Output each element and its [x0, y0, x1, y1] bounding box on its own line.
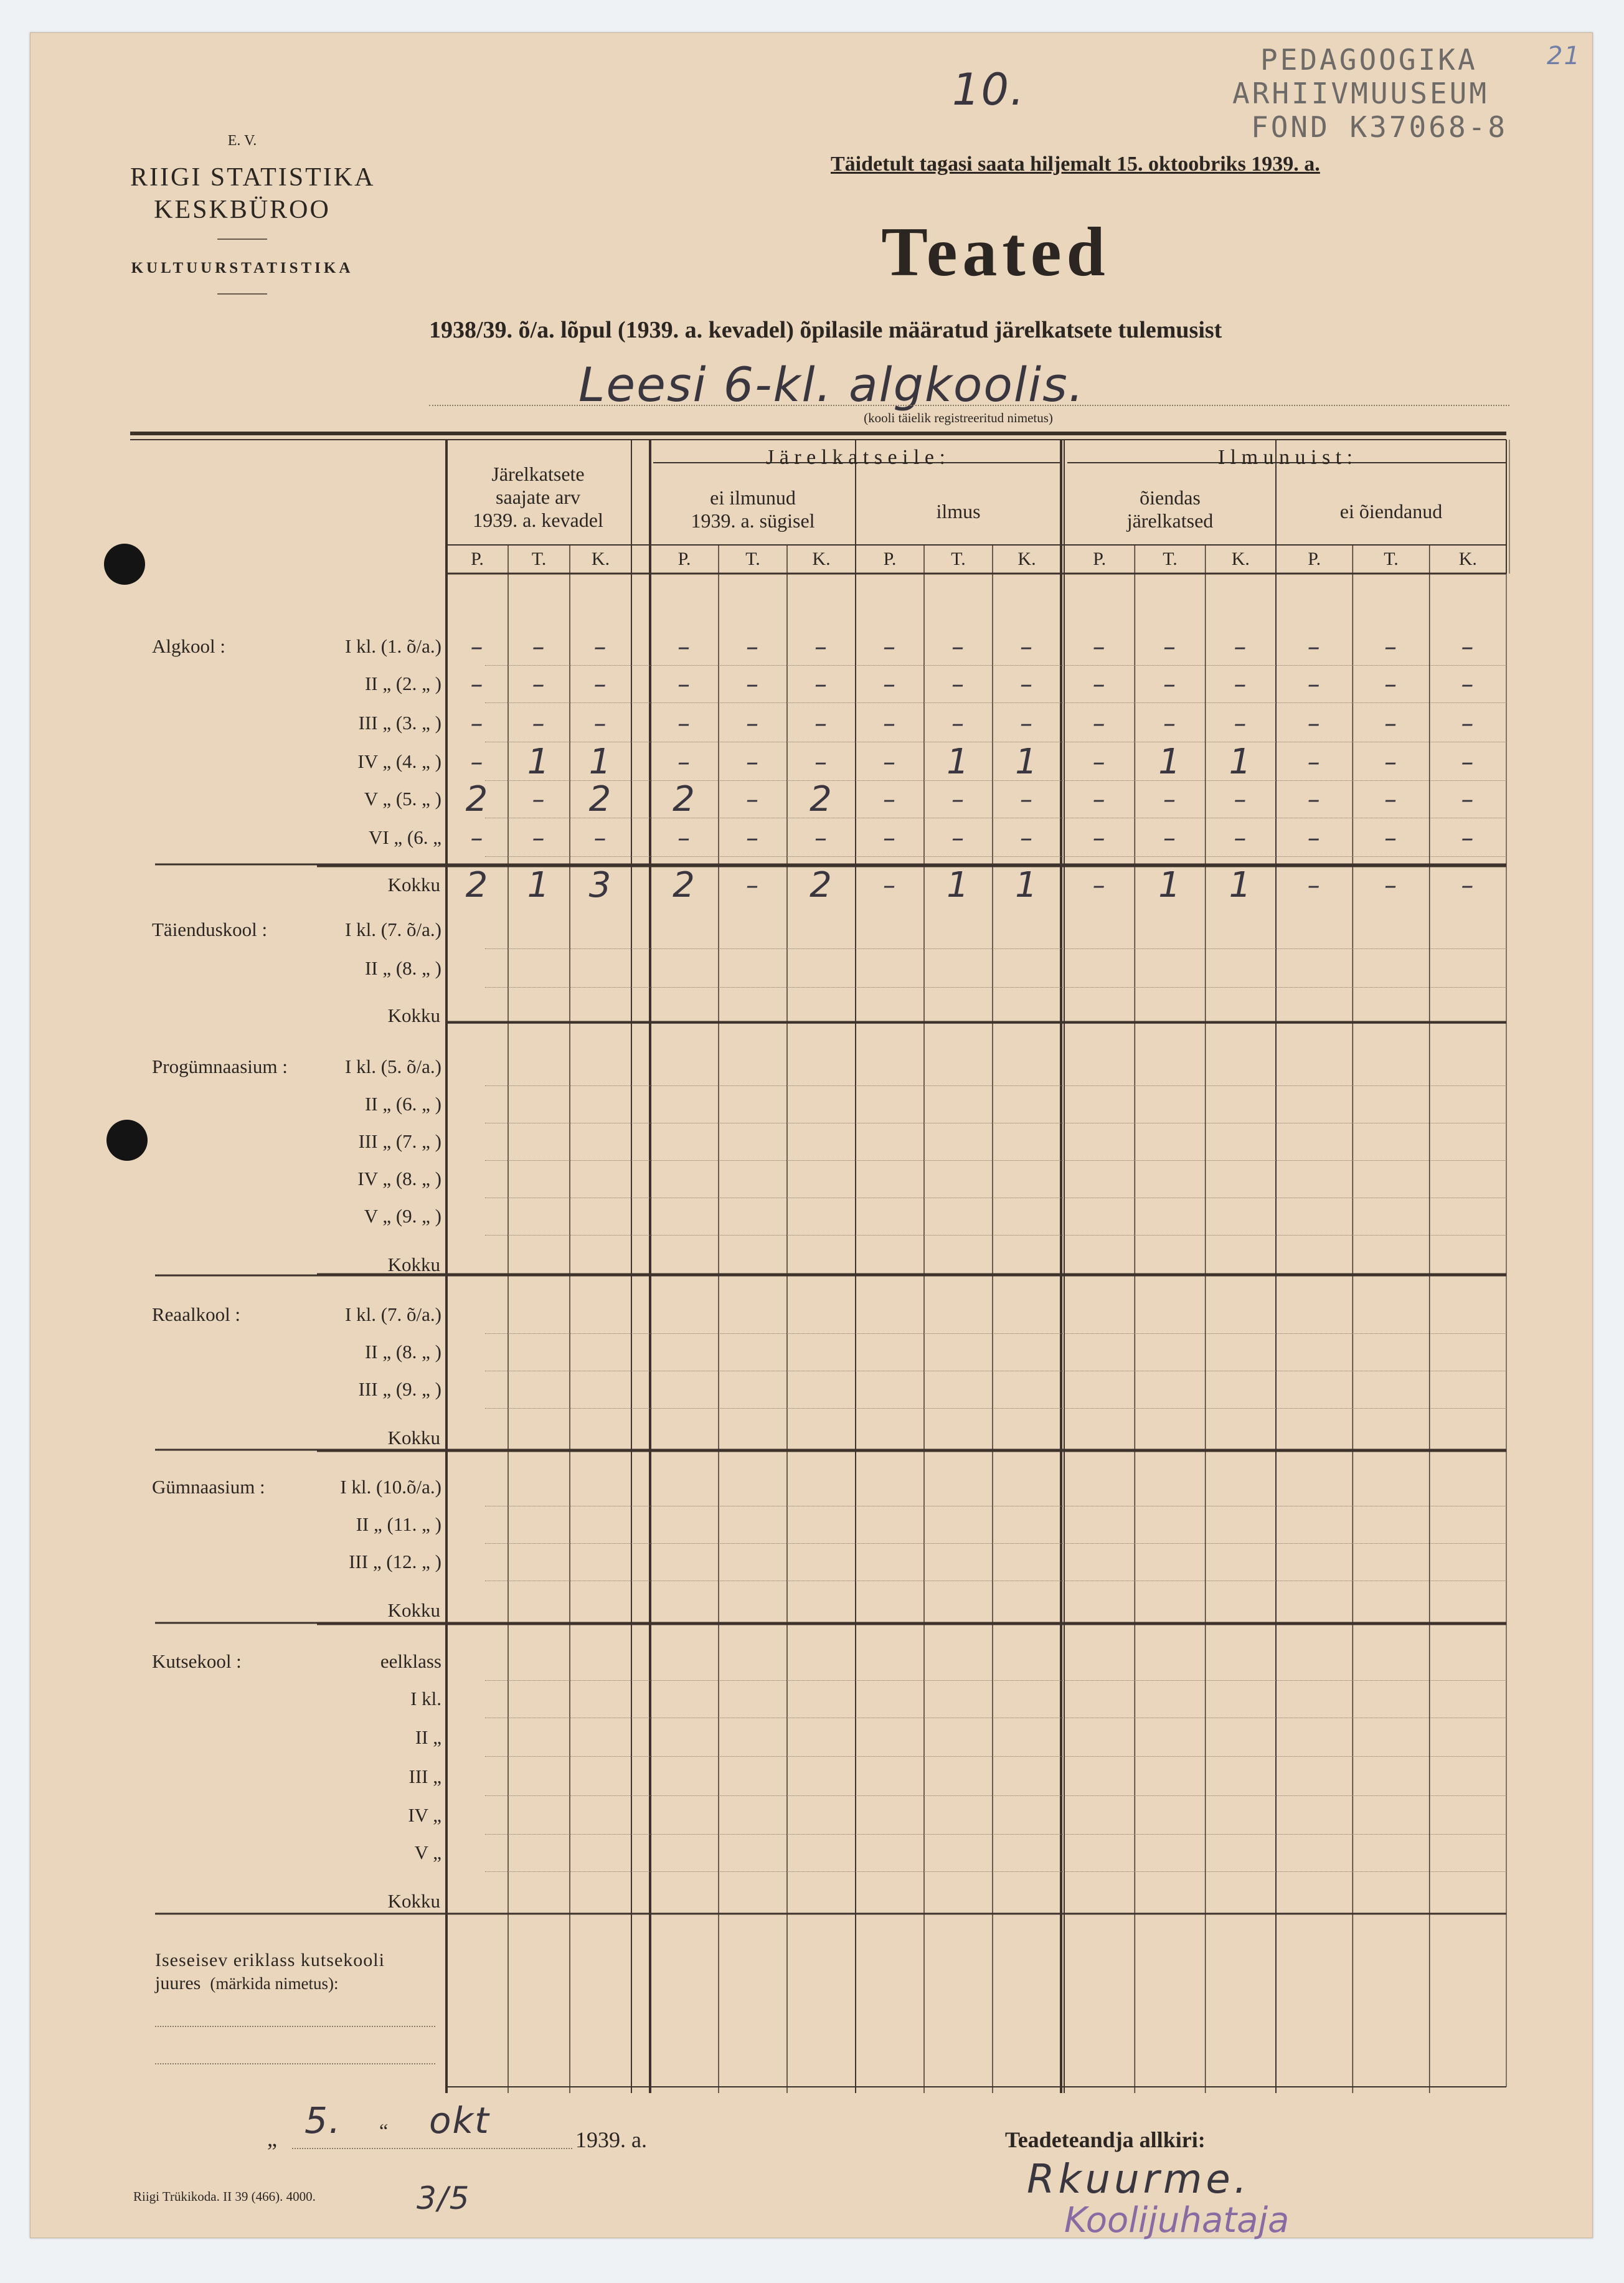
cell-value: – — [814, 824, 828, 853]
cell-value: – — [883, 871, 897, 900]
cell-value: 1 — [947, 865, 970, 905]
row-guide-line — [485, 1408, 1506, 1409]
class-label: IV „ (8. „ ) — [357, 1168, 441, 1189]
cell-value: – — [1234, 785, 1248, 814]
school-type-label: Reaalkool : — [152, 1303, 241, 1325]
cell-value: – — [746, 785, 760, 814]
row-guide-line — [485, 1871, 1506, 1872]
class-label: V „ (9. „ ) — [364, 1205, 441, 1227]
header-appeared: ilmus — [936, 500, 981, 522]
cell-value: – — [1163, 633, 1177, 661]
cell-value: – — [1461, 871, 1475, 900]
cell-value: – — [1307, 785, 1321, 814]
cell-value: – — [532, 709, 546, 738]
school-name-caption: (kooli täielik registreeritud nimetus) — [864, 410, 1053, 425]
cell-value: – — [1020, 785, 1034, 814]
cell-value: 2 — [465, 865, 489, 905]
class-label: I kl. (5. õ/a.) — [345, 1056, 441, 1077]
sub-header-t: T. — [1163, 549, 1178, 569]
school-type-label: Algkool : — [152, 635, 225, 657]
cell-value: – — [1384, 709, 1398, 738]
cell-value: – — [1384, 670, 1398, 699]
cell-value: – — [1092, 709, 1107, 738]
sub-header-p: P. — [1308, 549, 1321, 569]
row-guide-line — [485, 1680, 1506, 1681]
cell-value: – — [677, 824, 691, 853]
sub-header-p: P. — [471, 549, 484, 569]
class-label: eelklass — [380, 1650, 441, 1672]
sub-header-k: K. — [1017, 549, 1036, 569]
cell-value: – — [883, 670, 897, 699]
cell-value: – — [951, 824, 965, 853]
class-label: III „ (9. „ ) — [358, 1378, 441, 1400]
cell-value: – — [593, 633, 608, 661]
cell-value: – — [1092, 871, 1107, 900]
total-label: Kokku — [387, 1890, 440, 1912]
independent-class-label-2: juures (märkida nimetus): — [155, 1973, 339, 1993]
cell-value: – — [883, 633, 897, 661]
row-guide-line — [485, 948, 1506, 949]
cell-value: – — [1092, 633, 1107, 661]
cell-value: – — [677, 633, 691, 661]
cell-value: – — [532, 633, 546, 661]
agency-name: RIIGI STATISTIKA — [130, 163, 375, 192]
row-guide-line — [485, 665, 1506, 666]
class-label: I kl. (10.õ/a.) — [340, 1476, 441, 1498]
school-type-label: Progümnaasium : — [152, 1056, 288, 1077]
cell-value: – — [593, 709, 608, 738]
class-label: III „ (7. „ ) — [358, 1130, 441, 1152]
total-label: Kokku — [387, 874, 440, 896]
cell-value: – — [1163, 709, 1177, 738]
cell-value: – — [746, 670, 760, 699]
signature: Rkuurme. — [1027, 2157, 1251, 2203]
class-label: V „ (5. „ ) — [364, 788, 441, 810]
date-year: 1939. a. — [575, 2127, 647, 2152]
cell-value: – — [532, 785, 546, 814]
cell-value: 2 — [810, 865, 833, 905]
archive-stamp-line2: ARHIIVMUUSEUM — [1232, 77, 1489, 110]
sub-header-k: K. — [1458, 549, 1477, 569]
school-type-label: Kutsekool : — [152, 1650, 242, 1672]
cell-value: 2 — [673, 865, 696, 905]
row-guide-line — [485, 1333, 1506, 1334]
sub-header-k: K. — [591, 549, 610, 569]
class-label: II „ (8. „ ) — [364, 1341, 441, 1363]
cell-value: – — [470, 748, 484, 777]
cell-value: 1 — [1158, 865, 1182, 905]
class-label: II „ (6. „ ) — [364, 1093, 441, 1115]
cell-value: – — [1163, 824, 1177, 853]
role-stamp: Koolijuhataja — [1064, 2200, 1290, 2241]
sub-header-p: P. — [677, 549, 691, 569]
date-day: 5. — [304, 2099, 342, 2142]
cell-value: – — [1384, 748, 1398, 777]
row-guide-line — [485, 987, 1506, 988]
cell-value: – — [1384, 785, 1398, 814]
fill-line — [155, 2063, 435, 2064]
date-line — [292, 2148, 572, 2149]
cell-value: – — [1234, 709, 1248, 738]
cell-value: 2 — [810, 779, 833, 820]
subtitle: 1938/39. õ/a. lõpul (1939. a. kevadel) õpilasile määratud järelkatsete tulemusist — [429, 317, 1222, 343]
cell-value: 1 — [1015, 742, 1039, 782]
cell-value: 2 — [588, 779, 613, 820]
cell-value: – — [814, 709, 828, 738]
class-label: II „ (8. „ ) — [364, 957, 441, 979]
cell-value: – — [1234, 670, 1248, 699]
sub-header-k: K. — [1231, 549, 1250, 569]
cell-value: – — [746, 748, 760, 777]
cell-value: – — [1234, 824, 1248, 853]
cell-value: – — [1092, 748, 1107, 777]
row-guide-line — [485, 1235, 1506, 1236]
cell-value: 1 — [1229, 742, 1253, 782]
header-col1: Järelkatsete saajate arv 1939. a. kevadel — [473, 463, 603, 531]
cell-value: – — [1307, 871, 1321, 900]
cell-value: – — [677, 670, 691, 699]
fill-line — [155, 2026, 435, 2027]
cell-value: – — [1307, 709, 1321, 738]
cell-value: – — [593, 670, 608, 699]
class-label: I kl. — [410, 1688, 441, 1709]
total-label: Kokku — [387, 1254, 440, 1275]
cell-value: 1 — [1229, 865, 1253, 905]
cell-value: – — [1092, 670, 1107, 699]
cell-value: – — [1020, 633, 1034, 661]
cell-value: – — [746, 633, 760, 661]
cell-value: – — [746, 871, 760, 900]
archive-page-number: 21 — [1547, 42, 1581, 70]
cell-value: – — [470, 633, 484, 661]
cell-value: 3 — [588, 865, 613, 905]
cell-value: – — [1307, 824, 1321, 853]
class-label: III „ (3. „ ) — [358, 712, 441, 734]
header-group-jarelkatseile: J ä r e l k a t s e i l e : — [766, 446, 945, 469]
form-number: 10. — [952, 64, 1026, 115]
cell-value: – — [883, 824, 897, 853]
row-guide-line — [485, 1085, 1506, 1086]
printer-imprint: Riigi Trükikoda. II 39 (466). 4000. — [133, 2189, 316, 2204]
row-guide-line — [485, 1795, 1506, 1796]
page-title: Teated — [881, 214, 1110, 291]
school-type-label: Gümnaasium : — [152, 1476, 265, 1498]
cell-value: – — [1384, 824, 1398, 853]
cell-value: – — [470, 670, 484, 699]
cell-value: – — [593, 824, 608, 853]
cell-value: – — [1461, 633, 1475, 661]
cell-value: – — [1092, 824, 1107, 853]
cell-value: – — [814, 748, 828, 777]
cell-value: – — [1307, 633, 1321, 661]
archive-stamp-fond: FOND K37068-8 — [1251, 110, 1508, 144]
date-month: okt — [429, 2099, 490, 2142]
class-label: III „ (12. „ ) — [349, 1551, 441, 1572]
table-grid — [31, 33, 1592, 2238]
cell-value: – — [1163, 670, 1177, 699]
class-label: V „ — [414, 1841, 441, 1863]
date-close-quote: “ — [379, 2119, 389, 2142]
cell-value: – — [470, 824, 484, 853]
cell-value: – — [1307, 670, 1321, 699]
sub-header-k: K. — [812, 549, 831, 569]
cell-value: – — [883, 709, 897, 738]
agency-division: KULTUURSTATISTIKA — [131, 260, 354, 277]
cell-value: 2 — [465, 779, 489, 820]
row-guide-line — [485, 702, 1506, 703]
cell-value: – — [814, 633, 828, 661]
cell-value: – — [1163, 785, 1177, 814]
cell-value: – — [951, 785, 965, 814]
cell-value: – — [470, 709, 484, 738]
cell-value: 1 — [527, 742, 551, 782]
school-name-handwritten: Leesi 6-kl. algkoolis. — [578, 357, 1085, 412]
cell-value: – — [1384, 633, 1398, 661]
row-guide-line — [485, 856, 1506, 857]
cell-value: – — [1461, 670, 1475, 699]
class-label: I kl. (7. õ/a.) — [345, 919, 441, 940]
cell-value: – — [1461, 709, 1475, 738]
cell-value: – — [746, 709, 760, 738]
header-not-passed: ei õiendanud — [1339, 500, 1443, 522]
cell-value: – — [951, 670, 965, 699]
cell-value: – — [746, 824, 760, 853]
row-guide-line — [485, 1834, 1506, 1835]
total-label: Kokku — [387, 1427, 440, 1449]
cell-value: – — [883, 748, 897, 777]
sub-header-p: P. — [883, 549, 897, 569]
class-label: IV „ — [408, 1804, 441, 1826]
agency-ev: E. V. — [227, 133, 257, 149]
cell-value: – — [1461, 748, 1475, 777]
printer-handwritten-note: 3/5 — [417, 2180, 471, 2216]
sub-header-t: T. — [745, 549, 760, 569]
class-label: II „ (2. „ ) — [364, 673, 441, 694]
agency-name-2: KESKBÜROO — [154, 196, 331, 224]
cell-value: – — [1020, 670, 1034, 699]
header-not-appeared: ei ilmunud 1939. a. sügisel — [691, 486, 815, 532]
cell-value: 1 — [1158, 742, 1182, 782]
row-guide-line — [485, 1160, 1506, 1161]
cell-value: – — [1384, 871, 1398, 900]
cell-value: – — [1461, 785, 1475, 814]
cell-value: – — [951, 633, 965, 661]
sub-header-t: T. — [1384, 549, 1399, 569]
class-label: III „ — [408, 1765, 441, 1787]
independent-class-label: Iseseisev eriklass kutsekooli — [155, 1950, 385, 1970]
row-guide-line — [485, 1756, 1506, 1757]
date-open-quote: „ — [267, 2126, 277, 2151]
cell-value: – — [532, 670, 546, 699]
deadline-note: Täidetult tagasi saata hiljemalt 15. oktoobriks 1939. a. — [831, 153, 1320, 176]
total-label: Kokku — [387, 1004, 440, 1026]
sub-header-p: P. — [1093, 549, 1107, 569]
row-guide-line — [485, 1543, 1506, 1544]
cell-value: 2 — [673, 779, 696, 820]
cell-value: – — [814, 670, 828, 699]
cell-value: – — [1020, 824, 1034, 853]
cell-value: – — [677, 748, 691, 777]
cell-value: 1 — [947, 742, 970, 782]
cell-value: – — [1020, 709, 1034, 738]
cell-value: – — [1092, 785, 1107, 814]
cell-value: – — [677, 709, 691, 738]
sub-header-t: T. — [531, 549, 547, 569]
document-sheet — [30, 32, 1593, 2241]
class-label: II „ — [415, 1726, 441, 1748]
cell-value: – — [1461, 824, 1475, 853]
cell-value: – — [1307, 748, 1321, 777]
cell-value: 1 — [527, 865, 551, 905]
class-label: IV „ (4. „ ) — [357, 750, 441, 772]
header-group-ilmunuist: I l m u n u i s t : — [1217, 446, 1353, 469]
sub-header-t: T. — [951, 549, 966, 569]
class-label: I kl. (7. õ/a.) — [345, 1303, 441, 1325]
cell-value: 1 — [1015, 865, 1039, 905]
cell-value: 1 — [588, 742, 613, 782]
cell-value: – — [1234, 633, 1248, 661]
class-label: VI „ (6. „ — [368, 826, 441, 848]
cell-value: – — [883, 785, 897, 814]
school-type-label: Täienduskool : — [152, 919, 268, 940]
header-passed: õiendas järelkatsed — [1126, 486, 1214, 532]
class-label: II „ (11. „ ) — [356, 1513, 441, 1535]
total-label: Kokku — [387, 1599, 440, 1621]
archive-stamp-line1: PEDAGOOGIKA — [1260, 43, 1478, 77]
signature-label: Teadeteandja allkiri: — [1005, 2127, 1206, 2152]
class-label: I kl. (1. õ/a.) — [345, 635, 441, 657]
cell-value: – — [951, 709, 965, 738]
cell-value: – — [532, 824, 546, 853]
